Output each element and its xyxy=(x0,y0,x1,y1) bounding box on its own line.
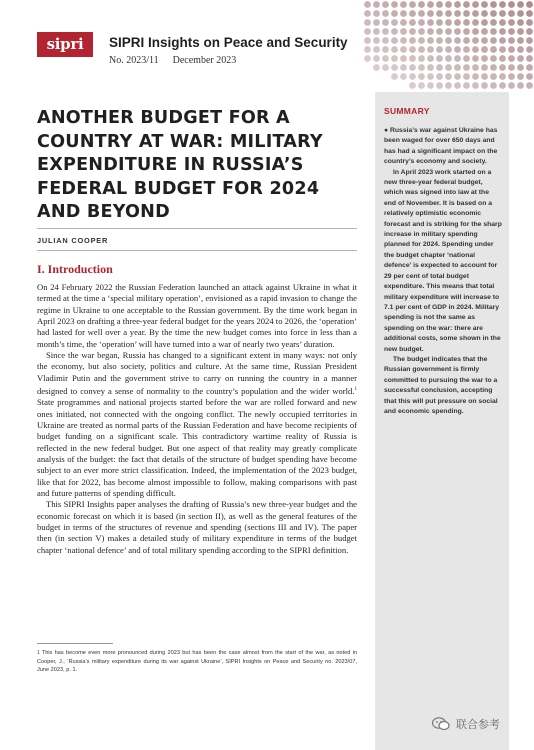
footnote xyxy=(37,649,357,675)
series-title: SIPRI Insights on Peace and Security xyxy=(109,35,348,50)
wechat-icon xyxy=(432,717,450,731)
footnote-marker[interactable]: 1 xyxy=(354,387,357,393)
body-paragraph: This SIPRI Insights paper analyses the drafting of Russia’s new three-year budget and the economic forecast on which it is based (in section II), as well as the general features of the budget in terms of the structures of revenue and spending (sections III and IV). The paper then (in section V) makes a detailed study of military expenditure in terms of the budget chapter ‘national defence’ and of total military spending according to the SIPRI definition. xyxy=(37,499,357,555)
article-title: ANOTHER BUDGET FOR A COUNTRY AT WAR: MILITARY EXPENDITURE IN RUSSIA’S FEDERAL BUDGET FOR 2024 AND BEYOND xyxy=(37,108,323,222)
issue-line xyxy=(109,55,236,66)
body-paragraph: Since the war began, Russia has changed to a significant extent in many ways: not only the economy, but also society, politics and culture. At the same time, Russian President Vladimir Putin and the government strive to carry on running the country in a manner designed to convey a sense of normality to the country’s population and the wider world.$^1$ State programmes and national projects started before the war are rolled forward and new ones initiated, not connected with the ongoing conflict. The newly occupied territories in Ukraine are treated as normal parts of the Russian Federation and have become recipients of budget funding on a significant scale. This contradictory wartime reality of Russia is reflected in the new federal budget. But one aspect of that reality may greatly complicate analysis of the budget: the fact that details of the structure of budget spending have become subject to an ever more strict classification. Indeed, the implementation of the 2023 budget, like that for 2022, has become almost impossible to follow, making comparisons with past and future patterns of spending difficult. xyxy=(37,350,357,499)
watermark-text: 联合参考 xyxy=(456,718,500,731)
divider xyxy=(37,228,357,229)
decorative-dot-pattern xyxy=(362,0,534,90)
summary-paragraph: ● Russia’s war against Ukraine has been waged for over 650 days and has had a significant impact on the country’s economy and society. xyxy=(384,127,498,166)
body-paragraph: On 24 February 2022 the Russian Federation launched an attack against Ukraine in what it termed at the time a ‘special military operation’, envisioned as a rapid invasion to change the regime in Ukraine to one acceptable to the Russian government. By the time work began in April 2023 on drafting a three-year federal budget for the years 2024 to 2026, the ‘operation’ had lasted for well over a year. By the time the new budget comes into force in less than a month’s time, the ‘operation’ will have turned into a war of nearly two years’ duration. xyxy=(37,282,357,349)
article-body xyxy=(37,282,357,556)
issue-date: December 2023 xyxy=(172,55,237,66)
footnote-number: 1 xyxy=(37,650,40,656)
summary-paragraph: The budget indicates that the Russian government is firmly committed to pursuing the war to a successful conclusion, accepting that this will put pressure on social and economic spending. xyxy=(384,355,498,415)
footnote-divider xyxy=(37,643,113,644)
author-name: JULIAN COOPER xyxy=(37,236,109,245)
watermark xyxy=(432,714,500,734)
summary-heading: SUMMARY xyxy=(384,106,430,116)
section-heading: I. Introduction xyxy=(37,262,113,276)
footnote-text: This has become even more pronounced during 2023 but has been the case almost from the start of the war, as noted in Cooper, J., ‘Russia’s military expenditure during its war against Ukraine’, SIPRI Insights on Peace and Security no. 2023/07, June 2023, p. 1. xyxy=(37,650,357,674)
bullet-icon: ● xyxy=(384,127,389,134)
summary-paragraph: In April 2023 work started on a new three-year federal budget, which was signed into law at the end of November. It is based on a relatively optimistic economic forecast and is striking for the sharp increase in military spending planned for 2024. Spending under the budget chapter ‘national defence’ is expected to account for 29 per cent of total budget expenditure. This means that total military expenditure will increase to 7.1 per cent of GDP in 2024. Military spending is not the same as spending on the war: there are additional costs, some shown in the new budget. xyxy=(384,168,502,353)
summary-text xyxy=(384,126,502,417)
divider xyxy=(37,250,357,251)
sipri-logo: sipri xyxy=(37,32,93,57)
issue-number: No. 2023/11 xyxy=(109,55,159,66)
